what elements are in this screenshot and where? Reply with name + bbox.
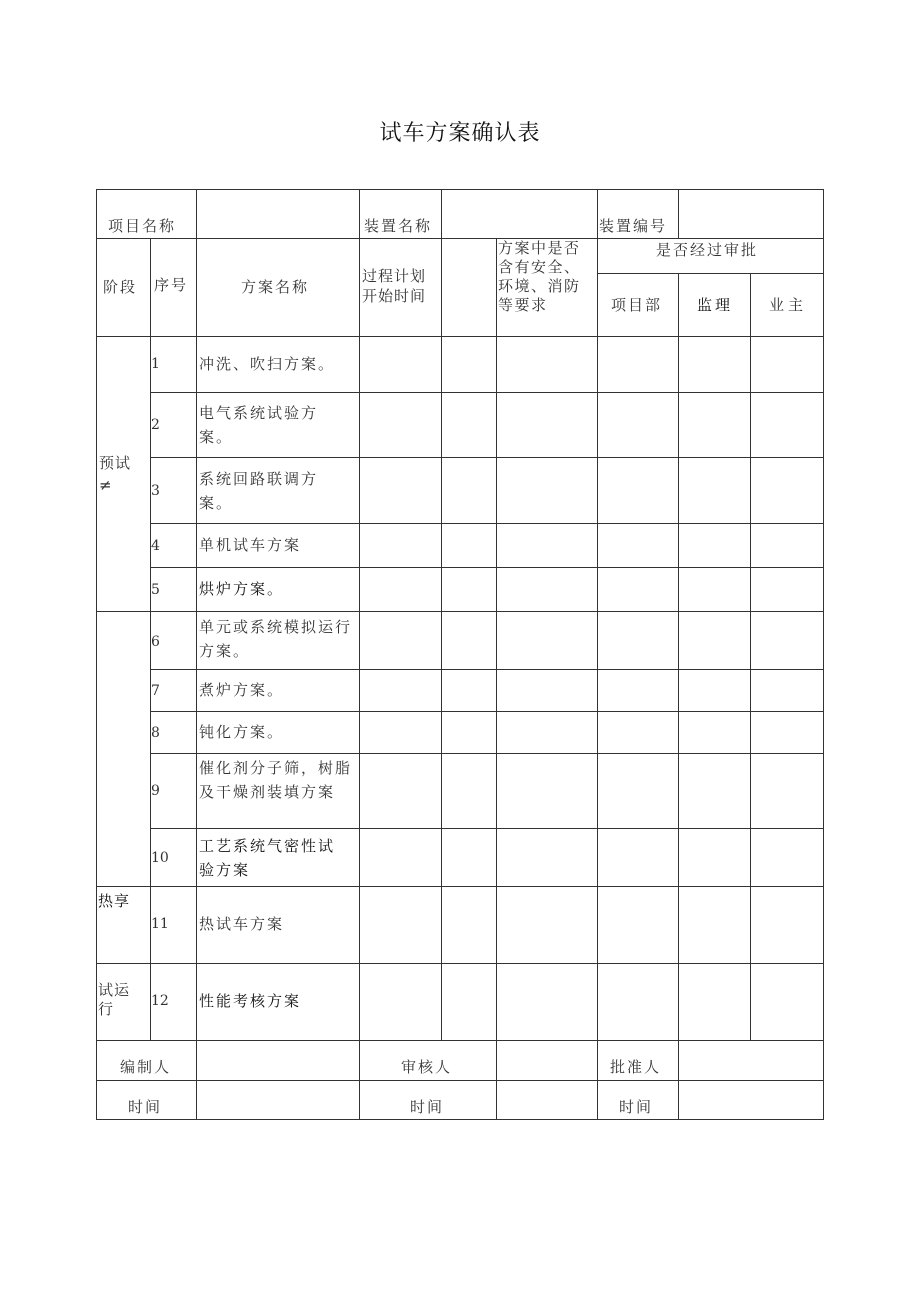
time-label: 时间 (619, 1098, 654, 1116)
column-requirements-3: 环境、消防 (498, 277, 581, 295)
stage-trial-run: 试运 行 (98, 981, 131, 1018)
row-plan-name: 工艺系统气密性试验方案 (199, 837, 336, 879)
row-seq: 2 (151, 417, 160, 433)
column-approved: 是否经过审批 (656, 241, 759, 259)
stage-hot-test: 热享 (98, 892, 131, 910)
row-plan-name: 烘炉方案。 (199, 580, 285, 598)
row-seq: 9 (151, 783, 160, 799)
time-label: 时间 (410, 1098, 445, 1116)
row-seq: 7 (151, 683, 160, 699)
column-requirements-1: 方案中是否 (498, 239, 581, 257)
column-requirements-2: 含有安全、 (498, 258, 581, 276)
row-seq: 11 (151, 916, 169, 932)
row-seq: 12 (151, 993, 169, 1009)
row-seq: 5 (151, 582, 160, 598)
project-name-label: 项目名称 (108, 217, 177, 235)
column-requirements-4: 等要求 (498, 296, 548, 314)
row-plan-name: 煮炉方案。 (199, 681, 285, 699)
row-plan-name: 系统回路联调方案。 (199, 470, 319, 512)
row-plan-name: 冲洗、吹扫方案。 (199, 355, 336, 373)
row-plan-name: 单元或系统模拟运行方案。 (199, 618, 353, 660)
row-plan-name: 单机试车方案 (199, 536, 302, 554)
approved-by-label: 批准人 (610, 1058, 662, 1076)
time-label: 时间 (128, 1098, 163, 1116)
column-project-dept: 项目部 (611, 296, 663, 314)
device-name-label: 装置名称 (364, 217, 433, 235)
column-owner: 业主 (769, 296, 808, 314)
column-seq: 序号 (154, 276, 189, 294)
row-plan-name: 热试车方案 (199, 915, 285, 933)
row-seq: 8 (151, 725, 160, 741)
column-stage: 阶段 (103, 278, 138, 296)
page-title: 试车方案确认表 (379, 121, 541, 146)
row-seq: 3 (151, 483, 160, 499)
prepared-by-label: 编制人 (120, 1058, 172, 1076)
row-plan-name: 电气系统试验方案。 (199, 404, 319, 446)
reviewed-by-label: 审核人 (401, 1058, 453, 1076)
column-plan-name: 方案名称 (241, 278, 310, 296)
row-seq: 10 (151, 850, 169, 866)
row-seq: 1 (151, 356, 160, 372)
row-seq: 4 (151, 538, 160, 554)
row-seq: 6 (151, 634, 160, 650)
row-plan-name: 钝化方案。 (199, 723, 285, 741)
stage-pre-test: 预试 ≠ (99, 454, 132, 494)
row-plan-name: 催化剂分子筛，树脂及干燥剂装填方案 (199, 759, 353, 801)
row-plan-name: 性能考核方案 (199, 992, 302, 1010)
column-planned-start-2: 开始时间 (362, 287, 427, 305)
column-planned-start-1: 过程计划 (362, 267, 427, 285)
column-supervision: 监理 (697, 296, 734, 314)
device-no-label: 装置编号 (599, 217, 668, 235)
